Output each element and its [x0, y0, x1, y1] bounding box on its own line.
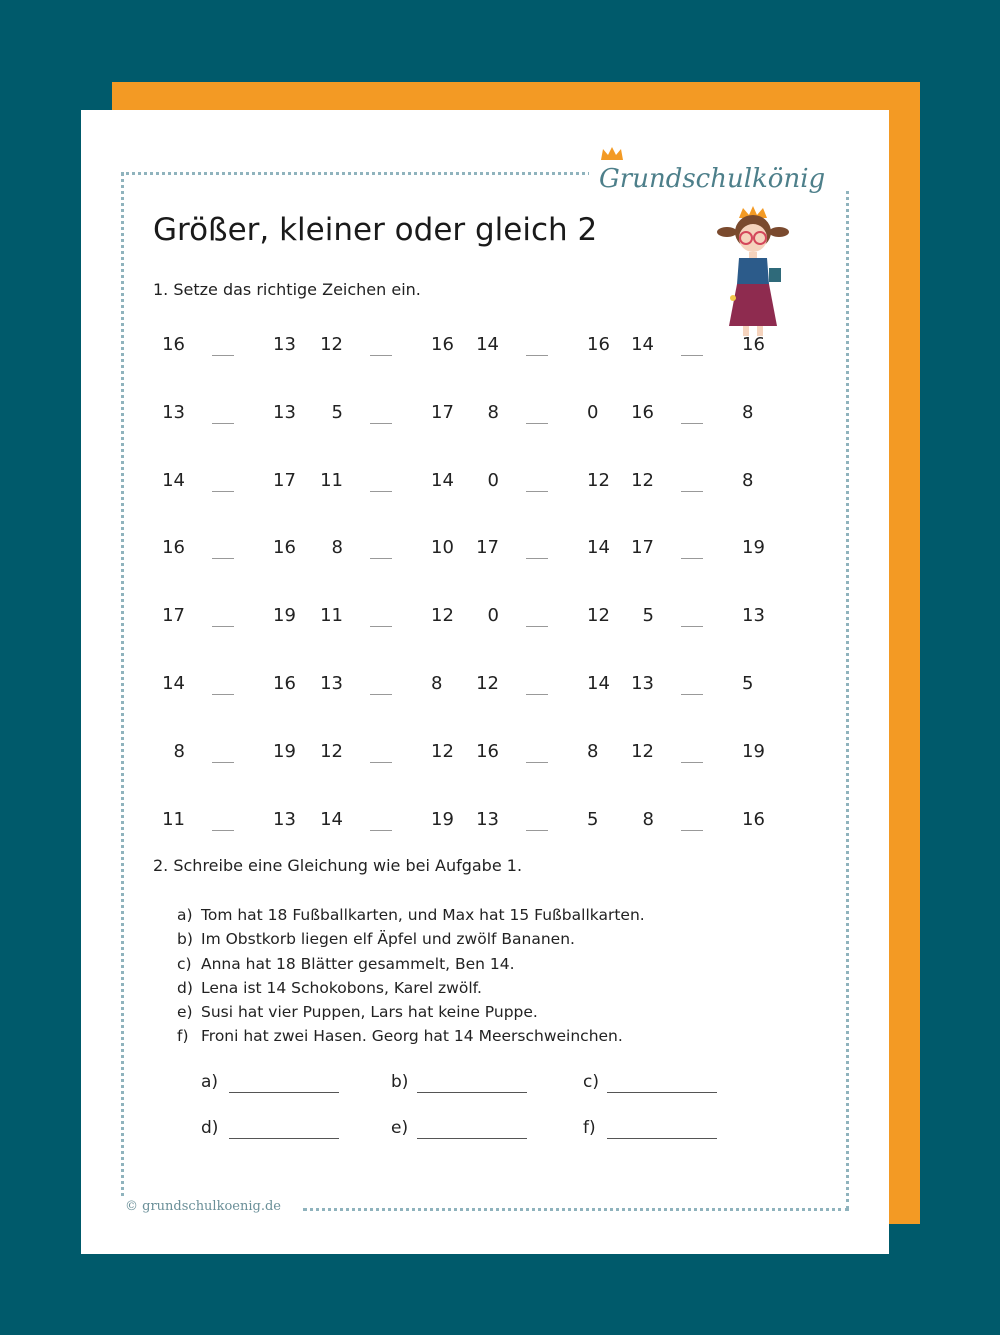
left-number: 5	[642, 605, 654, 627]
right-number: 19	[273, 740, 296, 762]
right-number: 19	[431, 808, 454, 830]
left-number: 16	[162, 537, 185, 559]
comparison-blank[interactable]	[681, 830, 703, 831]
left-number: 13	[320, 673, 343, 694]
comparison-blank[interactable]	[526, 694, 548, 695]
left-number: 0	[487, 605, 499, 627]
logo-text: Grundschulkönig	[599, 164, 826, 194]
page-title: Größer, kleiner oder gleich 2	[153, 212, 598, 248]
right-number: 12	[431, 740, 454, 762]
right-number: 8	[587, 740, 599, 762]
right-number: 16	[742, 334, 765, 355]
comparison-blank[interactable]	[681, 355, 703, 356]
girl-illustration	[713, 206, 793, 341]
left-number: 13	[162, 401, 185, 423]
comparison-blank[interactable]	[681, 558, 703, 559]
answer-line[interactable]	[417, 1092, 527, 1093]
left-number: 17	[162, 605, 185, 627]
comparison-blank[interactable]	[212, 491, 234, 492]
comparison-blank[interactable]	[681, 626, 703, 627]
right-number: 16	[273, 537, 296, 559]
word-problem: d) Lena ist 14 Schokobons, Karel zwölf.	[177, 978, 482, 997]
right-number: 19	[742, 537, 765, 559]
right-number: 13	[273, 334, 296, 355]
comparison-blank[interactable]	[212, 762, 234, 763]
left-number: 14	[631, 334, 654, 355]
comparison-blank[interactable]	[370, 694, 392, 695]
comparison-blank[interactable]	[526, 830, 548, 831]
word-problems	[177, 903, 645, 1049]
comparison-blank[interactable]	[681, 694, 703, 695]
left-number: 11	[320, 605, 343, 627]
left-number: 14	[476, 334, 499, 355]
comparison-blank[interactable]	[681, 762, 703, 763]
right-number: 8	[742, 469, 754, 491]
right-number: 17	[431, 401, 454, 423]
right-number: 5	[742, 673, 754, 694]
left-number: 8	[642, 808, 654, 830]
word-problem: c) Anna hat 18 Blätter gesammelt, Ben 14.	[177, 954, 515, 973]
answer-label: f)	[583, 1118, 596, 1138]
left-number: 11	[162, 808, 185, 830]
left-number: 12	[320, 740, 343, 762]
answer-label: b)	[391, 1072, 409, 1092]
comparison-blank[interactable]	[212, 558, 234, 559]
comparison-blank[interactable]	[526, 491, 548, 492]
right-number: 16	[431, 334, 454, 355]
left-number: 8	[331, 537, 343, 559]
right-number: 19	[273, 605, 296, 627]
copyright: © grundschulkoenig.de	[125, 1199, 281, 1214]
right-number: 13	[273, 401, 296, 423]
word-problem: b) Im Obstkorb liegen elf Äpfel und zwölf Bananen.	[177, 930, 575, 949]
comparison-blank[interactable]	[370, 830, 392, 831]
left-number: 13	[476, 808, 499, 830]
right-number: 16	[587, 334, 610, 355]
answer-label: d)	[201, 1118, 219, 1138]
left-number: 14	[320, 808, 343, 830]
comparison-blank[interactable]	[212, 830, 234, 831]
comparison-blank[interactable]	[370, 626, 392, 627]
left-number: 14	[162, 673, 185, 694]
answer-line[interactable]	[417, 1138, 527, 1139]
answer-line[interactable]	[607, 1092, 717, 1093]
right-number: 17	[273, 469, 296, 491]
comparison-blank[interactable]	[370, 762, 392, 763]
word-problem: a) Tom hat 18 Fußballkarten, und Max hat 15 Fußballkarten.	[177, 906, 645, 924]
comparison-blank[interactable]	[212, 355, 234, 356]
comparison-blank[interactable]	[212, 423, 234, 424]
left-number: 16	[631, 401, 654, 423]
left-number: 12	[476, 673, 499, 694]
right-number: 12	[587, 469, 610, 491]
right-number: 10	[431, 537, 454, 559]
answer-label: e)	[391, 1118, 409, 1138]
comparison-blank[interactable]	[526, 355, 548, 356]
right-number: 16	[273, 673, 296, 694]
comparison-blank[interactable]	[212, 626, 234, 627]
comparison-blank[interactable]	[526, 423, 548, 424]
comparison-blank[interactable]	[212, 694, 234, 695]
word-problem: f) Froni hat zwei Hasen. Georg hat 14 Meerschweinchen.	[177, 1027, 623, 1046]
right-number: 13	[742, 605, 765, 627]
right-number: 8	[742, 401, 754, 423]
brand-logo	[599, 152, 825, 192]
left-number: 5	[331, 401, 343, 423]
task-2-instruction: 2. Schreibe eine Gleichung wie bei Aufgabe 1.	[153, 856, 523, 875]
left-number: 12	[631, 740, 654, 762]
right-number: 14	[587, 673, 610, 694]
comparison-blank[interactable]	[370, 558, 392, 559]
dotted-frame-bottom	[303, 1208, 849, 1211]
word-problem: e) Susi hat vier Puppen, Lars hat keine Puppe.	[177, 1003, 538, 1022]
answer-label: a)	[201, 1072, 219, 1092]
right-number: 5	[587, 808, 599, 830]
left-number: 8	[487, 401, 499, 423]
answer-label: c)	[583, 1072, 599, 1092]
answer-line[interactable]	[607, 1138, 717, 1139]
right-number: 13	[273, 808, 296, 830]
comparison-blank[interactable]	[370, 423, 392, 424]
right-number: 12	[431, 605, 454, 627]
crown-icon	[599, 146, 625, 162]
left-number: 11	[320, 469, 343, 491]
left-number: 8	[173, 740, 185, 762]
left-number: 14	[162, 469, 185, 491]
left-number: 0	[487, 469, 499, 491]
comparison-blank[interactable]	[370, 491, 392, 492]
task-1-instruction: 1. Setze das richtige Zeichen ein.	[153, 280, 421, 299]
right-number: 16	[742, 808, 765, 830]
comparison-blank[interactable]	[526, 626, 548, 627]
right-number: 12	[587, 605, 610, 627]
comparison-blank[interactable]	[526, 558, 548, 559]
answer-line[interactable]	[229, 1138, 339, 1139]
answer-line[interactable]	[229, 1092, 339, 1093]
right-number: 14	[587, 537, 610, 559]
comparison-blank[interactable]	[370, 355, 392, 356]
left-number: 13	[631, 673, 654, 694]
left-number: 17	[476, 537, 499, 559]
left-number: 16	[162, 334, 185, 355]
worksheet-page	[81, 110, 889, 1254]
left-number: 12	[631, 469, 654, 491]
comparison-blank[interactable]	[526, 762, 548, 763]
right-number: 8	[431, 673, 443, 694]
comparison-blank[interactable]	[681, 423, 703, 424]
right-number: 19	[742, 740, 765, 762]
comparison-blank[interactable]	[681, 491, 703, 492]
right-number: 14	[431, 469, 454, 491]
left-number: 17	[631, 537, 654, 559]
left-number: 12	[320, 334, 343, 355]
right-number: 0	[587, 401, 599, 423]
left-number: 16	[476, 740, 499, 762]
